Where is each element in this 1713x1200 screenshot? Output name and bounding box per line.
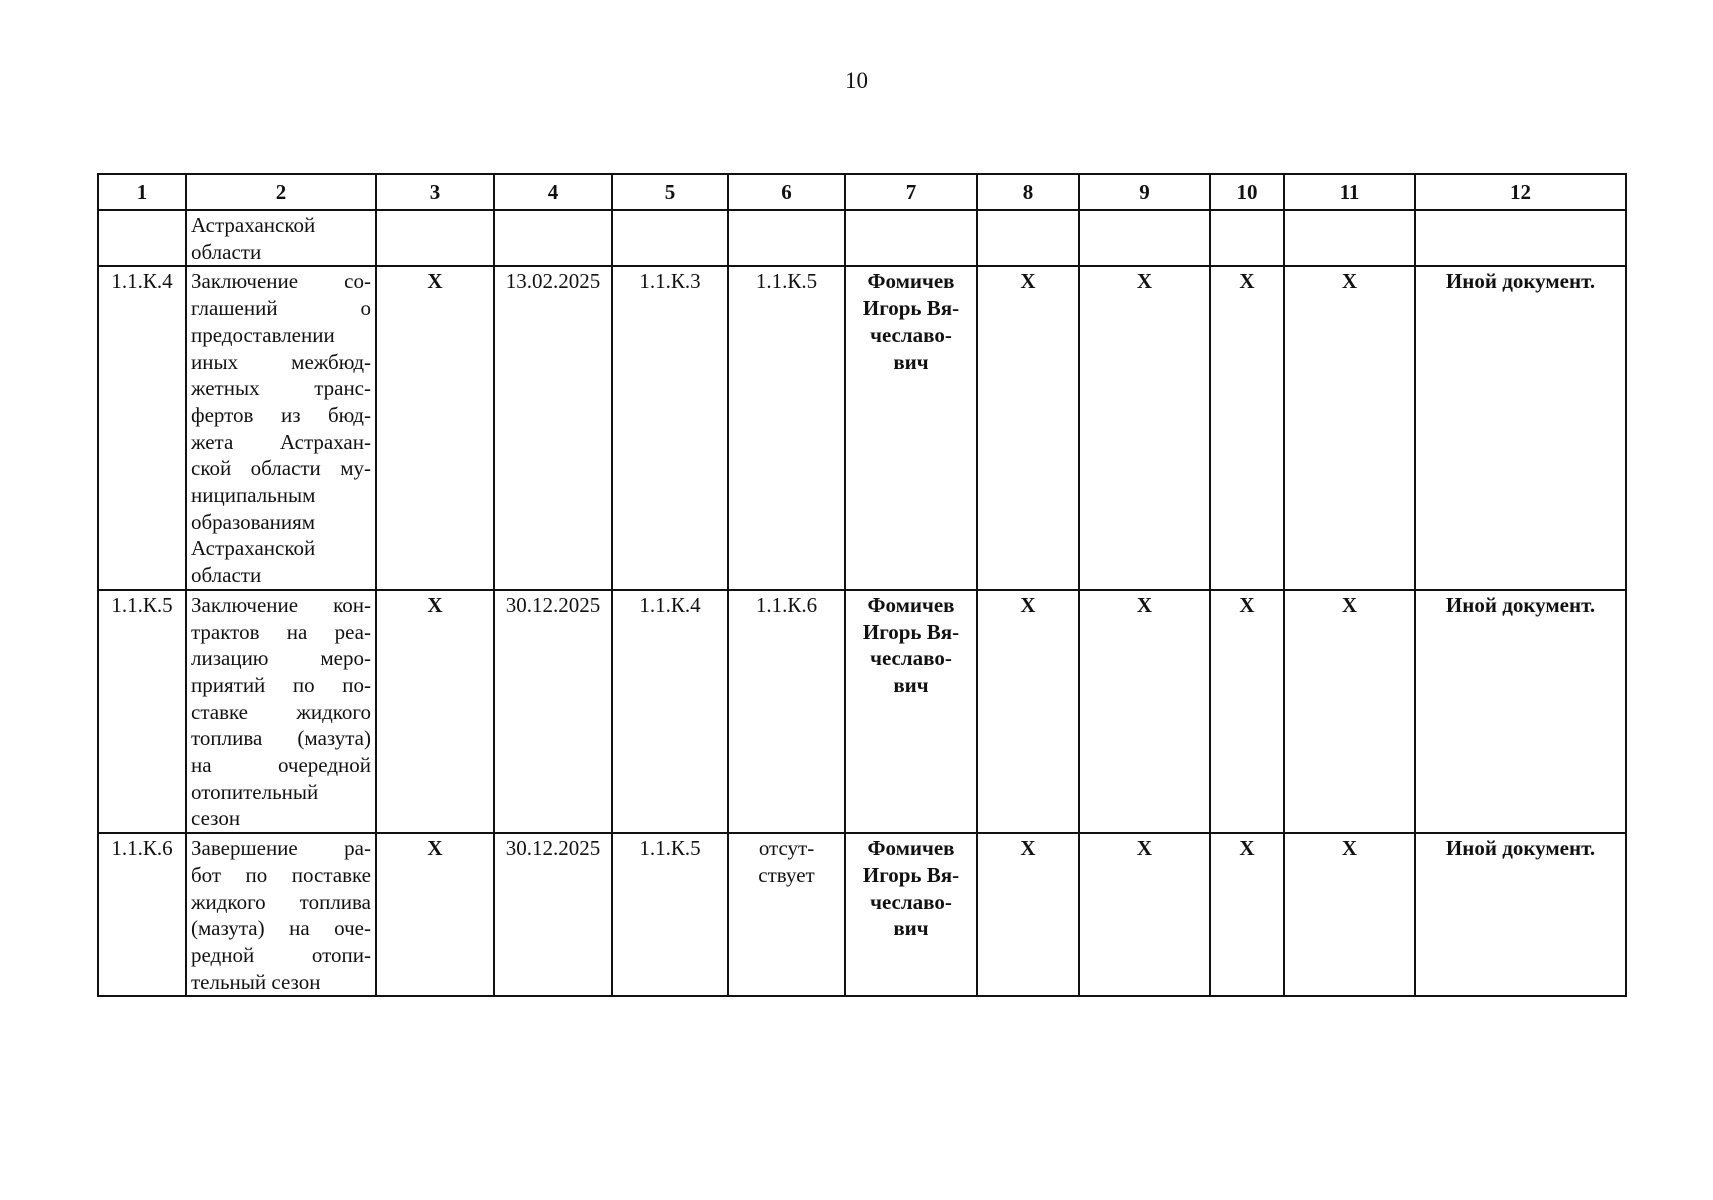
continuation-name-cell bbox=[186, 210, 376, 266]
name-line: глашений о bbox=[191, 296, 371, 321]
header-row bbox=[98, 174, 1626, 210]
column-header-12: 12 bbox=[1415, 174, 1626, 210]
name-line: бот по поставке bbox=[191, 862, 371, 887]
responsible-cell-line: вич bbox=[893, 349, 929, 374]
predecessor-cell: 1.1.К.4 bbox=[612, 590, 728, 833]
col3-cell: X bbox=[376, 266, 494, 589]
responsible-cell-line: вич bbox=[893, 672, 929, 697]
name-line: предоставлении bbox=[191, 322, 335, 347]
col11-cell: X bbox=[1284, 266, 1415, 589]
name-line: жета Астрахан- bbox=[191, 429, 371, 454]
event-id-cell: 1.1.К.6 bbox=[98, 833, 186, 996]
name-line: ниципальным bbox=[191, 483, 316, 508]
name-line: ставке жидкого bbox=[191, 699, 371, 724]
name-line: (мазута) на оче- bbox=[191, 916, 371, 941]
name-line: редной отопи- bbox=[191, 942, 371, 967]
responsible-cell bbox=[845, 266, 977, 589]
name-line: сезон bbox=[191, 806, 241, 831]
predecessor-cell: 1.1.К.3 bbox=[612, 266, 728, 589]
col3-cell: X bbox=[376, 590, 494, 833]
col8-cell: X bbox=[977, 590, 1079, 833]
document-type-cell: Иной документ. bbox=[1415, 266, 1626, 589]
table-row bbox=[98, 266, 1626, 589]
responsible-cell-line: Фомичев bbox=[867, 836, 955, 861]
successor-cell-line: отсут- bbox=[758, 836, 815, 861]
responsible-cell-line: Фомичев bbox=[867, 269, 955, 294]
responsible-cell-line: вич bbox=[893, 916, 929, 941]
col8-cell: X bbox=[977, 266, 1079, 589]
responsible-cell-line: чеславо- bbox=[870, 322, 952, 347]
predecessor-cell: 1.1.К.5 bbox=[612, 833, 728, 996]
col3-cell: X bbox=[376, 833, 494, 996]
name-line: лизацию меро- bbox=[191, 646, 371, 671]
name-line: тельный сезон bbox=[191, 969, 321, 994]
name-line: Заключение со- bbox=[191, 269, 371, 294]
name-line: на очередной bbox=[191, 753, 371, 778]
responsible-cell-line: Фомичев bbox=[867, 592, 955, 617]
name-line: жетных транс- bbox=[191, 376, 371, 401]
successor-cell: 1.1.К.6 bbox=[728, 590, 845, 833]
column-header-10: 10 bbox=[1210, 174, 1284, 210]
name-line: области bbox=[191, 239, 262, 264]
event-id-cell: 1.1.К.4 bbox=[98, 266, 186, 589]
name-line: Завершение ра- bbox=[191, 836, 371, 861]
responsible-cell bbox=[845, 590, 977, 833]
name-line: трактов на реа- bbox=[191, 619, 371, 644]
responsible-cell-line: Игорь Вя- bbox=[862, 619, 960, 644]
col11-cell: X bbox=[1284, 833, 1415, 996]
event-name-cell bbox=[186, 590, 376, 833]
col9-cell: X bbox=[1079, 590, 1210, 833]
name-line: жидкого топлива bbox=[191, 889, 371, 914]
col9-cell: X bbox=[1079, 833, 1210, 996]
column-header-9: 9 bbox=[1079, 174, 1210, 210]
column-header-1: 1 bbox=[98, 174, 186, 210]
responsible-cell-line: чеславо- bbox=[870, 646, 952, 671]
responsible-cell-line: Игорь Вя- bbox=[862, 296, 960, 321]
date-cell: 13.02.2025 bbox=[494, 266, 612, 589]
column-header-8: 8 bbox=[977, 174, 1079, 210]
table-row bbox=[98, 833, 1626, 996]
column-header-7: 7 bbox=[845, 174, 977, 210]
responsible-cell bbox=[845, 833, 977, 996]
col10-cell: X bbox=[1210, 590, 1284, 833]
col10-cell: X bbox=[1210, 833, 1284, 996]
name-line: топлива (мазута) bbox=[191, 726, 371, 751]
event-id-cell: 1.1.К.5 bbox=[98, 590, 186, 833]
document-type-cell: Иной документ. bbox=[1415, 833, 1626, 996]
name-line: Заключение кон- bbox=[191, 592, 371, 617]
responsible-cell-line: Игорь Вя- bbox=[862, 862, 960, 887]
col10-cell: X bbox=[1210, 266, 1284, 589]
event-name-cell bbox=[186, 833, 376, 996]
event-name-cell bbox=[186, 266, 376, 589]
name-line: области bbox=[191, 563, 262, 588]
column-header-2: 2 bbox=[186, 174, 376, 210]
continuation-row bbox=[98, 210, 1626, 266]
name-line: приятий по по- bbox=[191, 672, 371, 697]
col11-cell: X bbox=[1284, 590, 1415, 833]
column-header-3: 3 bbox=[376, 174, 494, 210]
control-points-table bbox=[97, 173, 1627, 997]
column-header-4: 4 bbox=[494, 174, 612, 210]
table-row bbox=[98, 590, 1626, 833]
column-header-6: 6 bbox=[728, 174, 845, 210]
column-header-5: 5 bbox=[612, 174, 728, 210]
name-line: фертов из бюд- bbox=[191, 402, 371, 427]
successor-cell bbox=[728, 833, 845, 996]
successor-cell-line: ствует bbox=[758, 862, 815, 887]
successor-cell: 1.1.К.5 bbox=[728, 266, 845, 589]
name-line: ской области му- bbox=[191, 456, 371, 481]
document-type-cell: Иной документ. bbox=[1415, 590, 1626, 833]
name-line: Астраханской bbox=[191, 213, 316, 237]
name-line: Астраханской bbox=[191, 536, 316, 561]
name-line: иных межбюд- bbox=[191, 349, 371, 374]
col8-cell: X bbox=[977, 833, 1079, 996]
responsible-cell-line: чеславо- bbox=[870, 889, 952, 914]
name-line: отопительный bbox=[191, 779, 319, 804]
name-line: образованиям bbox=[191, 509, 316, 534]
column-header-11: 11 bbox=[1284, 174, 1415, 210]
date-cell: 30.12.2025 bbox=[494, 590, 612, 833]
date-cell: 30.12.2025 bbox=[494, 833, 612, 996]
page-number: 10 bbox=[845, 68, 868, 93]
col9-cell: X bbox=[1079, 266, 1210, 589]
